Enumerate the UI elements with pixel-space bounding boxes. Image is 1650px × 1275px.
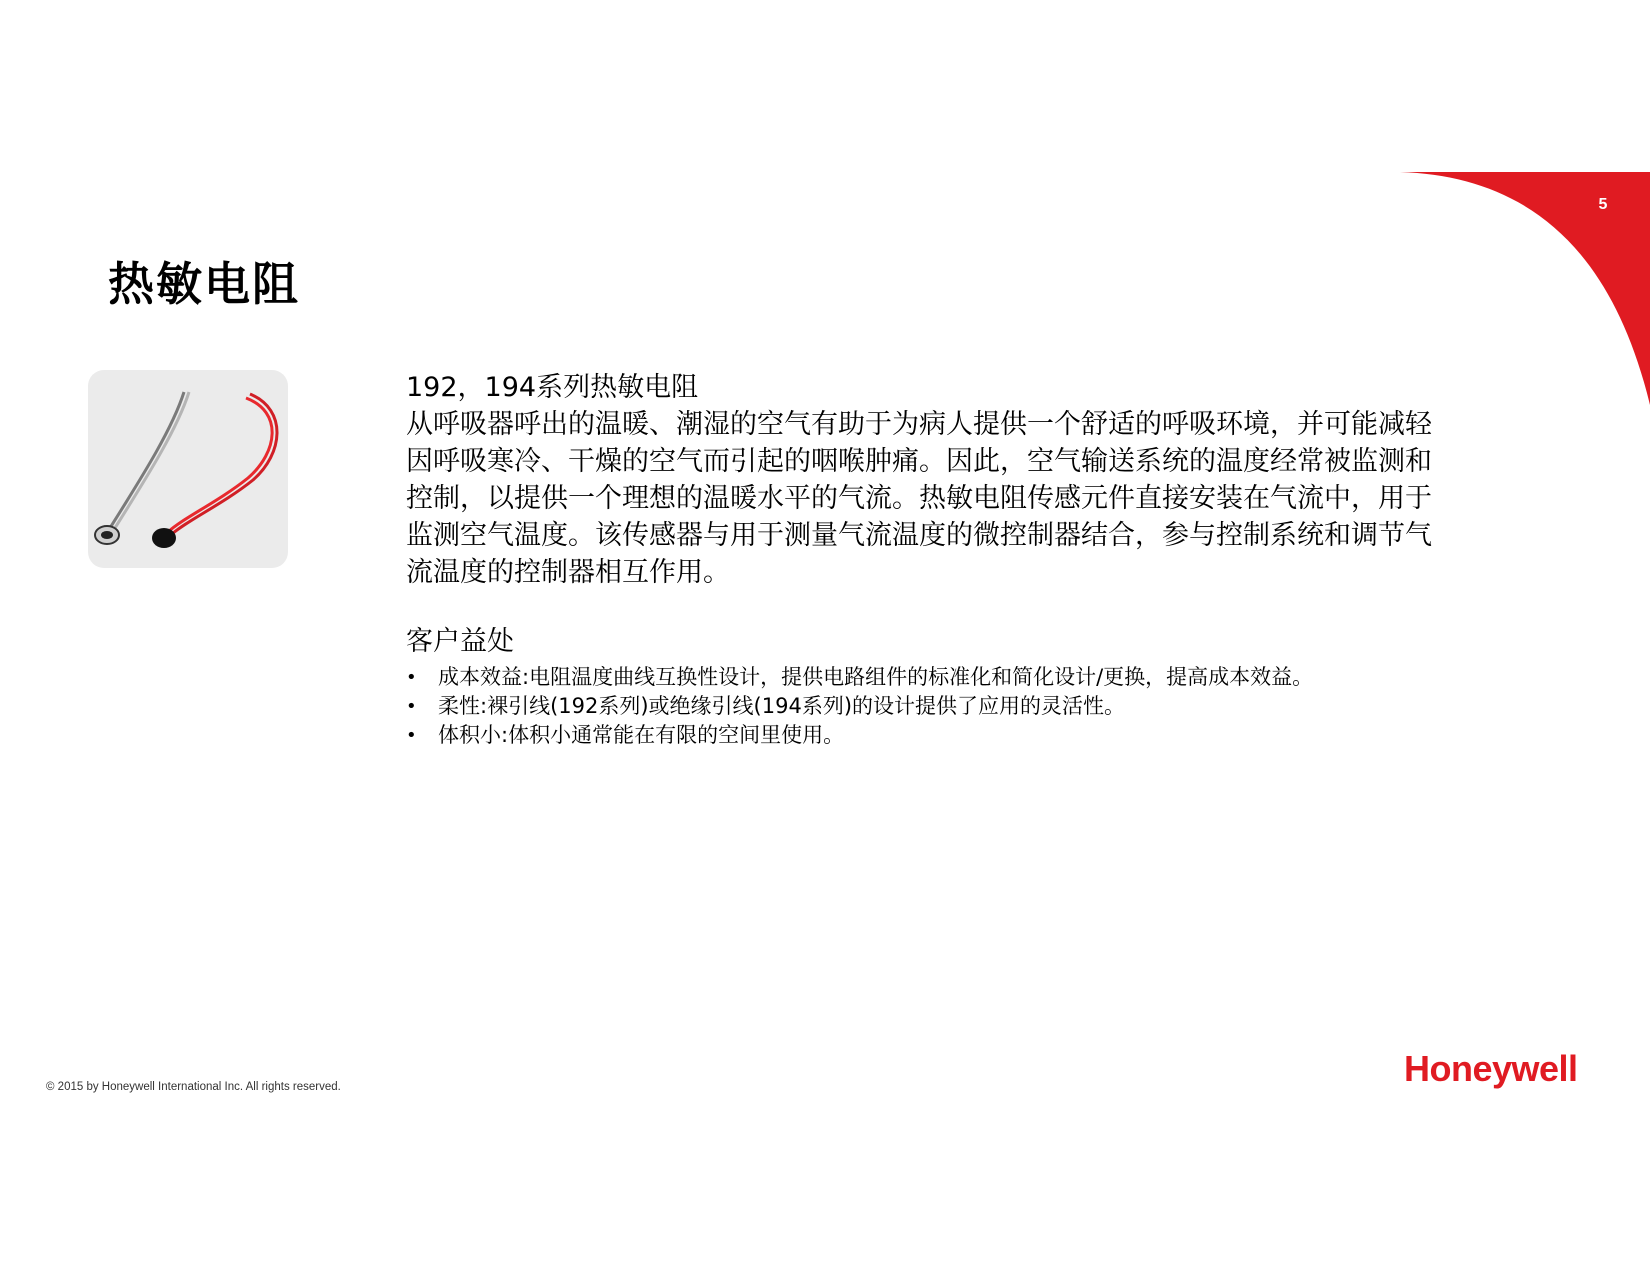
bullet-icon: • — [406, 696, 417, 717]
honeywell-logo: Honeywell — [1404, 1048, 1578, 1089]
bullet-icon: • — [406, 725, 417, 746]
product-name: 192，194系列热敏电阻 — [406, 372, 699, 403]
benefit-list — [406, 663, 1446, 750]
product-content — [406, 370, 1446, 750]
bullet-icon: • — [406, 667, 417, 688]
benefit-item — [406, 692, 1446, 721]
product-description: 从呼吸器呼出的温暖、潮湿的空气有助于为病人提供一个舒适的呼吸环境，并可能减轻因呼吸寒冷、干燥的空气而引起的咽喉肿痛。因此，空气输送系统的温度经常被监测和控制，以提供一个理想的温暖水平的气流。热敏电阻传感元件直接安装在气流中，用于监测空气温度。该传感器与用于测量气流温度的微控制器结合，参与控制系统和调节气流温度的控制器相互作用。 — [406, 409, 1432, 588]
copyright-notice: © 2015 by Honeywell International Inc. All rights reserved. — [46, 1081, 341, 1093]
benefit-item — [406, 663, 1446, 692]
benefit-text: 体积小:体积小通常能在有限的空间里使用。 — [438, 723, 845, 747]
slide-title: 热敏电阻 — [108, 256, 300, 311]
thermistor-probes-image — [88, 370, 288, 568]
benefits-heading: 客户益处 — [406, 626, 514, 657]
page-number: 5 — [1598, 196, 1608, 213]
benefit-text: 柔性:裸引线(192系列)或绝缘引线(194系列)的设计提供了应用的灵活性。 — [438, 694, 1126, 718]
benefit-item — [406, 721, 1446, 750]
benefit-text: 成本效益:电阻温度曲线互换性设计，提供电路组件的标准化和简化设计/更换，提高成本效益。 — [438, 665, 1314, 689]
